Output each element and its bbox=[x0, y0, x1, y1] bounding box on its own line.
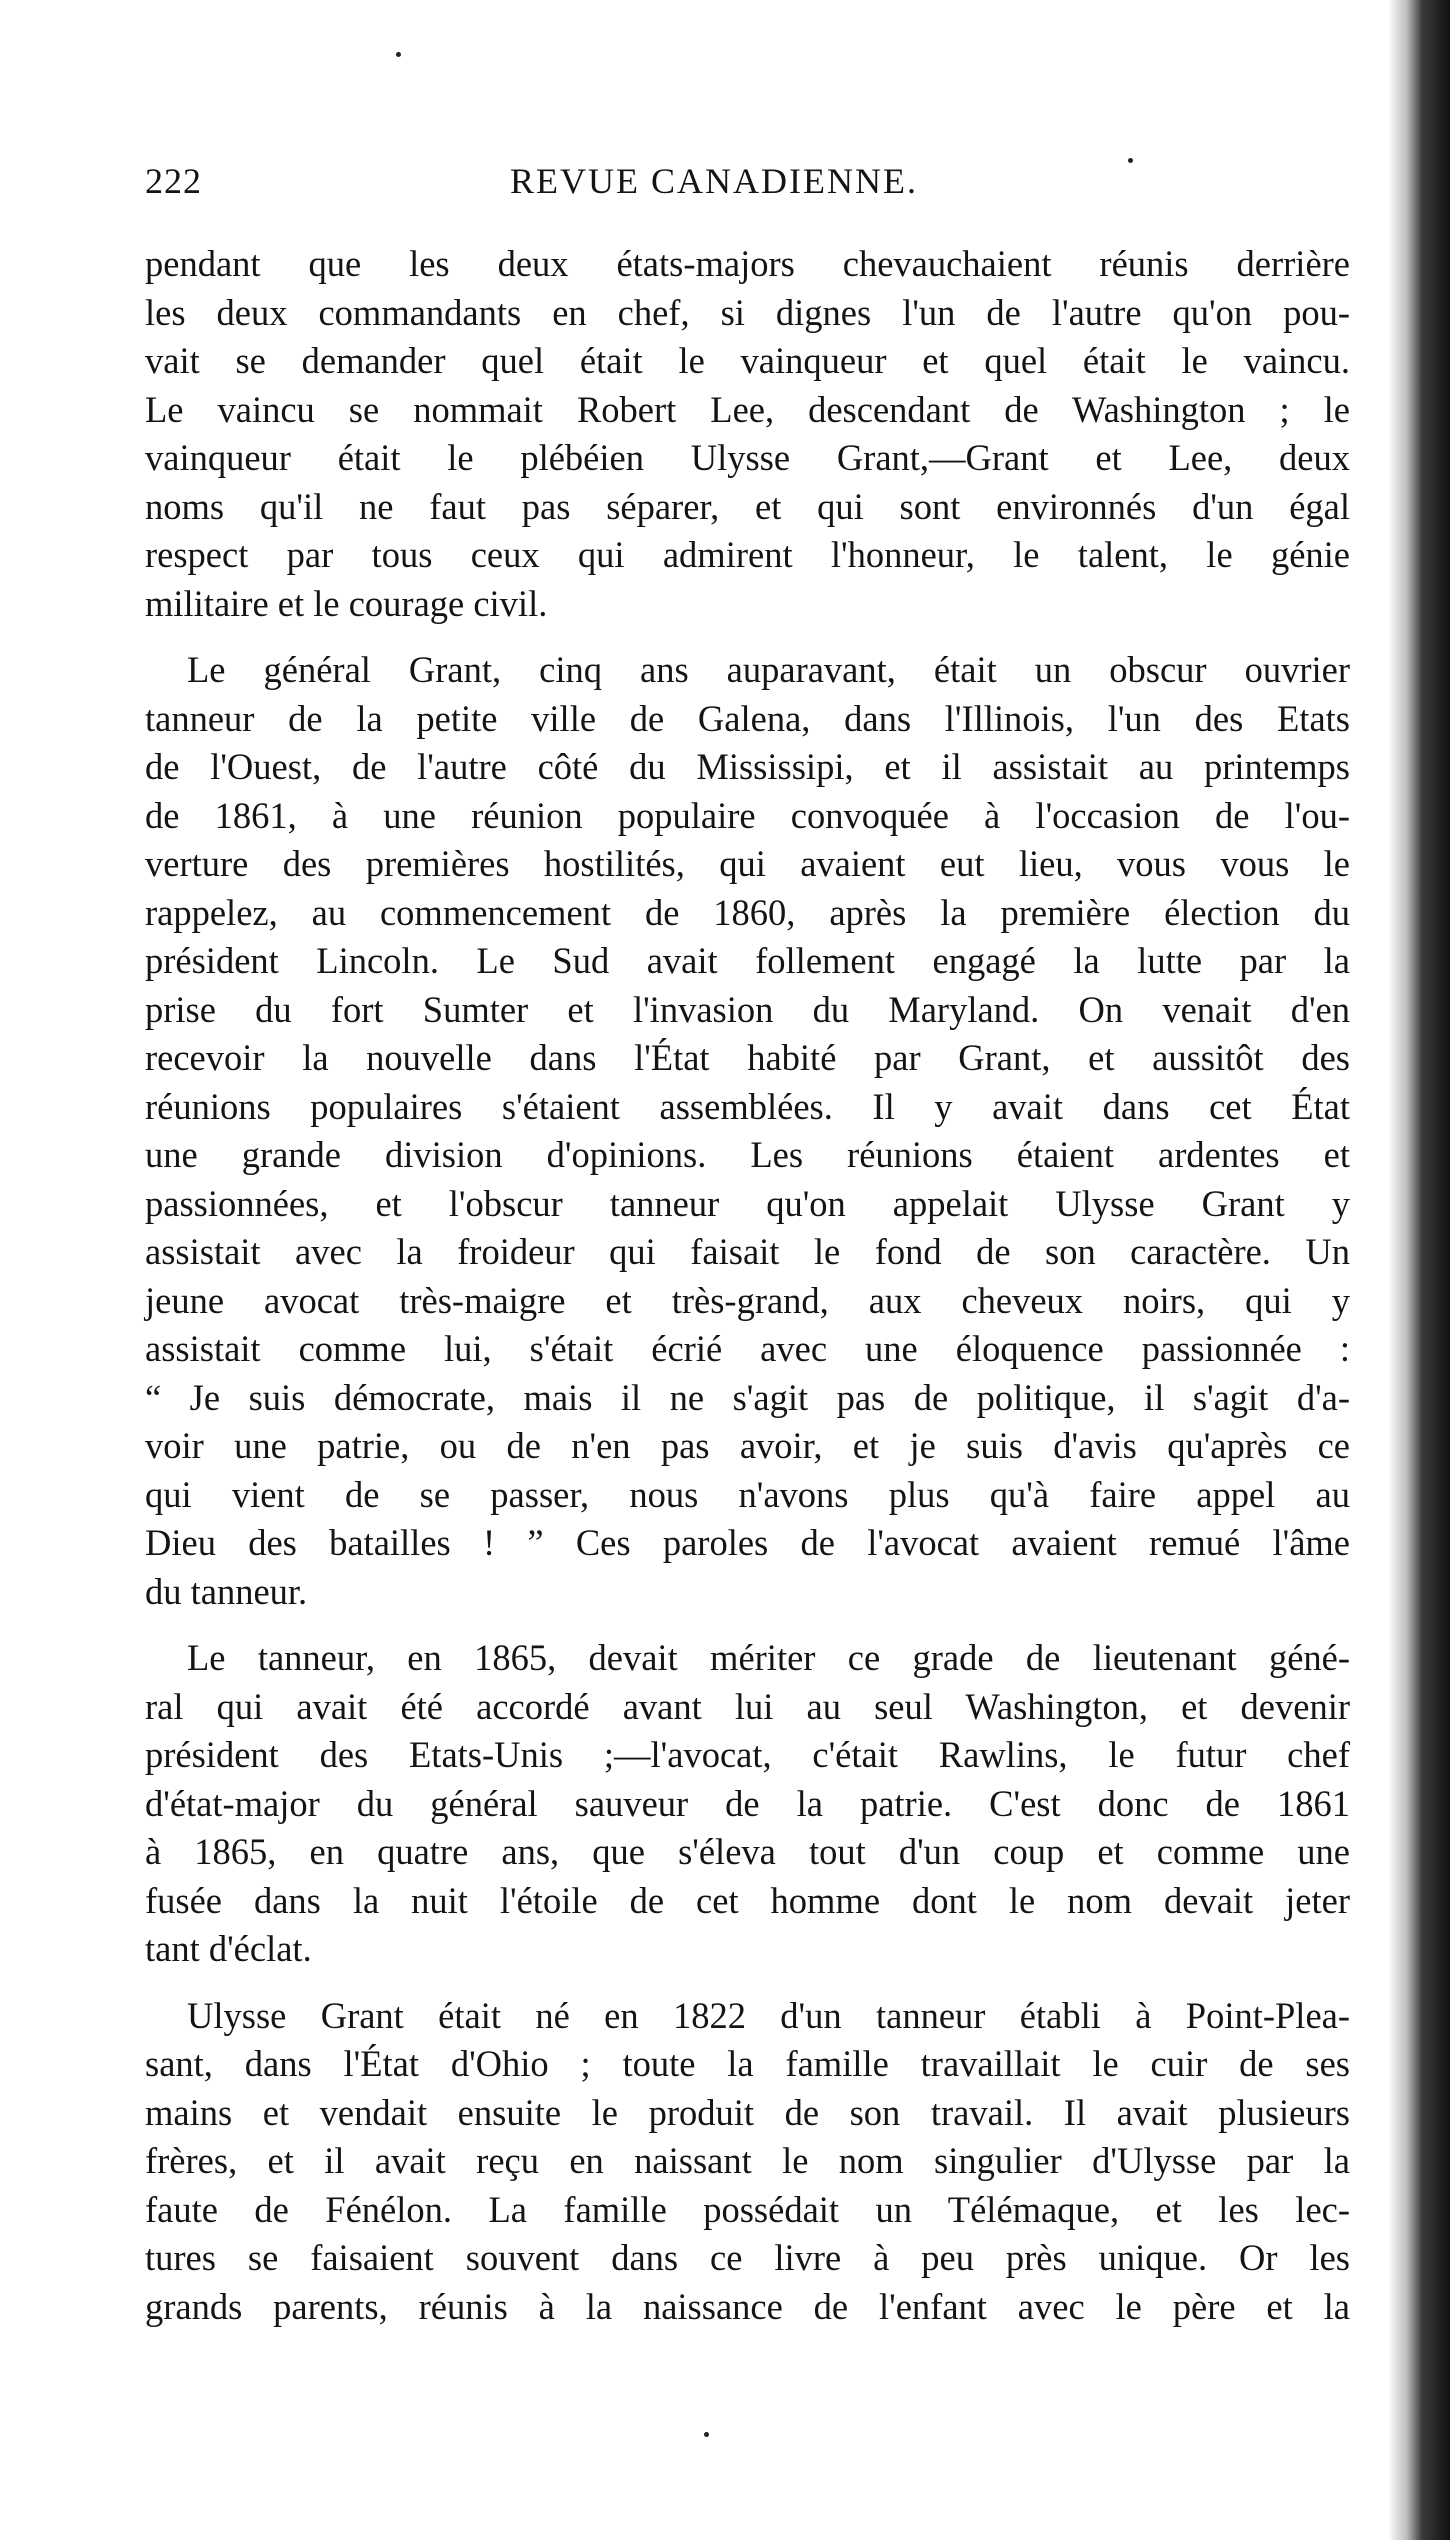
paragraph-1 bbox=[145, 240, 1350, 628]
text-line: tant d'éclat. bbox=[145, 1928, 312, 1969]
text-line: jeune avocat très-maigre et très-grand, aux cheveux noirs, qui y bbox=[145, 1279, 1350, 1321]
text-line: pendant que les deux états-majors chevauchaient réunis derrière bbox=[145, 243, 1350, 284]
paragraph-3 bbox=[145, 1634, 1350, 1974]
text-line: recevoir la nouvelle dans l'État habité par Grant, et aussitôt des bbox=[145, 1037, 1350, 1078]
text-line: les deux commandants en chef, si dignes l'un de l'autre qu'on pou- bbox=[145, 291, 1350, 333]
text-line: Le général Grant, cinq ans auparavant, était un obscur ouvrier bbox=[187, 649, 1350, 690]
text-line: mains et vendait ensuite le produit de son travail. Il avait plusieurs bbox=[145, 2091, 1350, 2133]
print-speck bbox=[1128, 158, 1133, 163]
page-edge-shadow bbox=[1388, 0, 1450, 2540]
text-line: militaire et le courage civil. bbox=[145, 582, 548, 624]
text-line: prise du fort Sumter et l'invasion du Maryland. On venait d'en bbox=[145, 988, 1350, 1030]
text-line: ral qui avait été accordé avant lui au seul Washington, et devenir bbox=[145, 1685, 1350, 1727]
body-text bbox=[145, 240, 1350, 2331]
text-line: qui vient de se passer, nous n'avons plus qu'à faire appel au bbox=[145, 1473, 1350, 1515]
text-line: vait se demander quel était le vainqueur et quel était le vaincu. bbox=[145, 340, 1350, 381]
text-line: assistait comme lui, s'était écrié avec une éloquence passionnée : bbox=[145, 1328, 1350, 1369]
text-line: “ Je suis démocrate, mais il ne s'agit pas de politique, il s'agit d'a- bbox=[145, 1376, 1350, 1418]
paragraph-4 bbox=[145, 1992, 1350, 2332]
text-line: respect par tous ceux qui admirent l'honneur, le talent, le génie bbox=[145, 534, 1350, 575]
text-line: sant, dans l'État d'Ohio ; toute la famille travaillait le cuir de ses bbox=[145, 2043, 1350, 2084]
text-line: président des Etats-Unis ;—l'avocat, c'était Rawlins, le futur chef bbox=[145, 1734, 1350, 1775]
text-line: assistait avec la froideur qui faisait le fond de son caractère. Un bbox=[145, 1231, 1350, 1272]
text-line: une grande division d'opinions. Les réunions étaient ardentes et bbox=[145, 1134, 1350, 1175]
text-line: réunions populaires s'étaient assemblées. Il y avait dans cet État bbox=[145, 1085, 1350, 1127]
text-line: de l'Ouest, de l'autre côté du Mississipi, et il assistait au printemps bbox=[145, 746, 1350, 787]
paragraph-2 bbox=[145, 646, 1350, 1616]
print-speck bbox=[704, 2432, 709, 2437]
text-line: Dieu des batailles ! ” Ces paroles de l'avocat avaient remué l'âme bbox=[145, 1522, 1350, 1563]
text-line: Le vaincu se nommait Robert Lee, descendant de Washington ; le bbox=[145, 388, 1350, 430]
text-line: d'état-major du général sauveur de la patrie. C'est donc de 1861 bbox=[145, 1782, 1350, 1824]
text-line: frères, et il avait reçu en naissant le nom singulier d'Ulysse par la bbox=[145, 2140, 1350, 2181]
text-line: fusée dans la nuit l'étoile de cet homme dont le nom devait jeter bbox=[145, 1879, 1350, 1921]
text-line: verture des premières hostilités, qui avaient eut lieu, vous vous le bbox=[145, 843, 1350, 884]
running-title: REVUE CANADIENNE. bbox=[510, 161, 918, 201]
print-speck bbox=[396, 52, 401, 57]
text-line: passionnées, et l'obscur tanneur qu'on appelait Ulysse Grant y bbox=[145, 1182, 1350, 1224]
text-line: rappelez, au commencement de 1860, après la première élection du bbox=[145, 891, 1350, 933]
text-line: noms qu'il ne faut pas séparer, et qui sont environnés d'un égal bbox=[145, 485, 1350, 527]
text-line: de 1861, à une réunion populaire convoquée à l'occasion de l'ou- bbox=[145, 794, 1350, 836]
page-header bbox=[145, 160, 1350, 210]
text-line: tures se faisaient souvent dans ce livre à peu près unique. Or les bbox=[145, 2237, 1350, 2278]
text-line: faute de Fénélon. La famille possédait un Télémaque, et les lec- bbox=[145, 2188, 1350, 2230]
text-line: Ulysse Grant était né en 1822 d'un tanneur établi à Point-Plea- bbox=[187, 1994, 1350, 2036]
text-line: président Lincoln. Le Sud avait follement engagé la lutte par la bbox=[145, 940, 1350, 981]
text-line: à 1865, en quatre ans, que s'éleva tout d'un coup et comme une bbox=[145, 1831, 1350, 1872]
text-line: voir une patrie, ou de n'en pas avoir, et je suis d'avis qu'après ce bbox=[145, 1425, 1350, 1466]
text-line: vainqueur était le plébéien Ulysse Grant,—Grant et Lee, deux bbox=[145, 437, 1350, 478]
text-line: du tanneur. bbox=[145, 1570, 308, 1612]
page-number: 222 bbox=[145, 161, 202, 201]
text-line: tanneur de la petite ville de Galena, dans l'Illinois, l'un des Etats bbox=[145, 697, 1350, 739]
text-line: Le tanneur, en 1865, devait mériter ce grade de lieutenant géné- bbox=[187, 1637, 1350, 1678]
text-line: grands parents, réunis à la naissance de l'enfant avec le père et la bbox=[145, 2285, 1350, 2327]
